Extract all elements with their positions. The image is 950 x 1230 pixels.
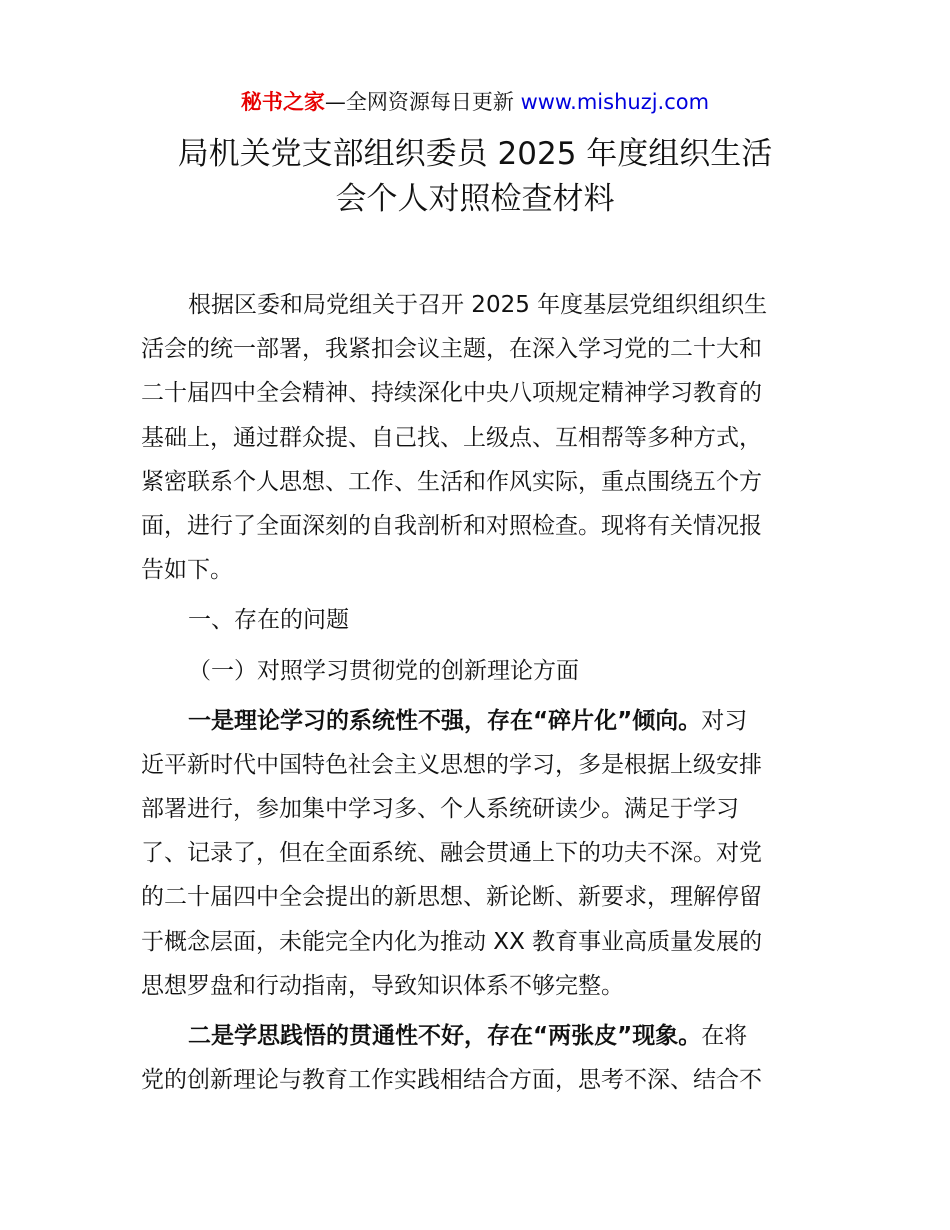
intro-line: 基础上，通过群众提、自己找、上级点、互相帮等多种方式， bbox=[141, 424, 762, 451]
title-line-2: 会个人对照检查材料 bbox=[335, 181, 615, 217]
intro-line: 紧密联系个人思想、工作、生活和作风实际，重点围绕五个方 bbox=[141, 468, 762, 495]
title-line-1: 局机关党支部组织委员 2025 年度组织生活 bbox=[177, 136, 773, 172]
point-1-line: 于概念层面，未能完全内化为推动 XX 教育事业高质量发展的 bbox=[141, 928, 763, 955]
point-2-line: 党的创新理论与教育工作实践相结合方面，思考不深、结合不 bbox=[141, 1067, 762, 1094]
subsection-heading: （一）对照学习贯彻党的创新理论方面 bbox=[188, 657, 579, 684]
section-heading: 一、存在的问题 bbox=[188, 607, 349, 634]
point-1-line: 的二十届四中全会提出的新思想、新论断、新要求，理解停留 bbox=[141, 884, 762, 911]
intro-line: 二十届四中全会精神、持续深化中央八项规定精神学习教育的 bbox=[141, 380, 762, 407]
point-1-line: 部署进行，参加集中学习多、个人系统研读少。满足于学习 bbox=[141, 796, 739, 823]
intro-line: 告如下。 bbox=[141, 557, 233, 584]
point-2-lead-rest: 在将 bbox=[701, 1023, 748, 1049]
point-1-line: 思想罗盘和行动指南，导致知识体系不够完整。 bbox=[141, 972, 624, 999]
site-tagline: —全网资源每日更新 bbox=[324, 90, 521, 114]
intro-line: 活会的统一部署，我紧扣会议主题，在深入学习党的二十大和 bbox=[141, 336, 762, 363]
point-1-first-line bbox=[141, 699, 813, 743]
document-body bbox=[141, 283, 813, 1102]
intro-line: 根据区委和局党组关于召开 2025 年度基层党组织组织生 bbox=[188, 292, 768, 318]
point-1-lead: 一是理论学习的系统性不强，存在“碎片化”倾向。 bbox=[188, 707, 702, 734]
point-1-line: 近平新时代中国特色社会主义思想的学习，多是根据上级安排 bbox=[141, 751, 762, 778]
document-title bbox=[0, 132, 950, 222]
point-1-lead-rest: 对习 bbox=[701, 707, 748, 734]
site-url-link[interactable]: www.mishuzj.com bbox=[520, 90, 710, 114]
intro-line: 面，进行了全面深刻的自我剖析和对照检查。现将有关情况报 bbox=[141, 512, 762, 539]
site-header bbox=[0, 86, 950, 118]
site-brand: 秘书之家 bbox=[240, 90, 325, 114]
point-1-line: 了、记录了，但在全面系统、融会贯通上下的功夫不深。对党 bbox=[141, 840, 762, 867]
point-2-first-line bbox=[141, 1014, 813, 1058]
point-2-lead: 二是学思践悟的贯通性不好，存在“两张皮”现象。 bbox=[188, 1023, 702, 1049]
